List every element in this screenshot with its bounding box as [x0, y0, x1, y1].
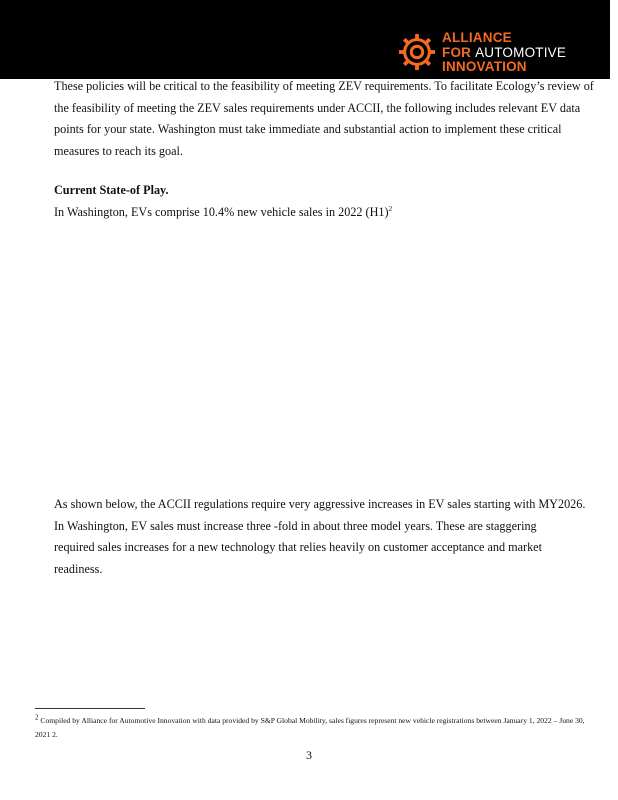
- accii-line: required sales increases for a new technology that relies heavily on customer acceptance and market: [54, 540, 542, 554]
- logo-line-2b: AUTOMOTIVE: [475, 44, 567, 60]
- intro-line: measures to reach its goal.: [54, 143, 183, 158]
- intro-line: points for your state. Washington must take immediate and substantial action to implement these critical: [54, 122, 562, 136]
- footnote-ref[interactable]: 2: [388, 204, 393, 213]
- state-of-play-sentence: In Washington, EVs comprise 10.4% new vehicle sales in 2022 (H1): [54, 205, 389, 219]
- page-number: 3: [306, 748, 312, 762]
- footnote-number: 2: [35, 713, 39, 722]
- accii-line: readiness.: [54, 561, 103, 576]
- footnote: [35, 714, 595, 742]
- section-heading: Current State-of Play.: [54, 183, 169, 197]
- footnote-text: Compiled by Alliance for Automotive Innovation with data provided by S&P Global Mobility, sales figures represent new vehicle registrations between January 1, 2022 – June 30, 2021 2.: [35, 716, 585, 739]
- accii-line: As shown below, the ACCII regulations require very aggressive increases in EV sales starting with MY2026.: [54, 497, 586, 511]
- accii-paragraph: [54, 494, 586, 580]
- intro-line: the feasibility of meeting the ZEV sales requirements under ACCII, the following includes relevant EV data: [54, 100, 581, 115]
- logo-line-1: ALLIANCE: [442, 30, 512, 45]
- intro-paragraph: [54, 76, 594, 162]
- alliance-logo: [398, 31, 578, 77]
- logo-line-3: INNOVATION: [442, 59, 527, 74]
- accii-line: In Washington, EV sales must increase three -fold in about three model years. These are staggering: [54, 518, 537, 533]
- header-bar: [0, 0, 610, 79]
- logo-line-2a: FOR: [442, 44, 476, 60]
- state-of-play-text: [54, 205, 392, 220]
- gear-logo-icon: [398, 33, 436, 71]
- footnote-divider: [35, 708, 145, 709]
- intro-line: These policies will be critical to the feasibility of meeting ZEV requirements. To facilitate Ecology’s review of: [54, 79, 594, 93]
